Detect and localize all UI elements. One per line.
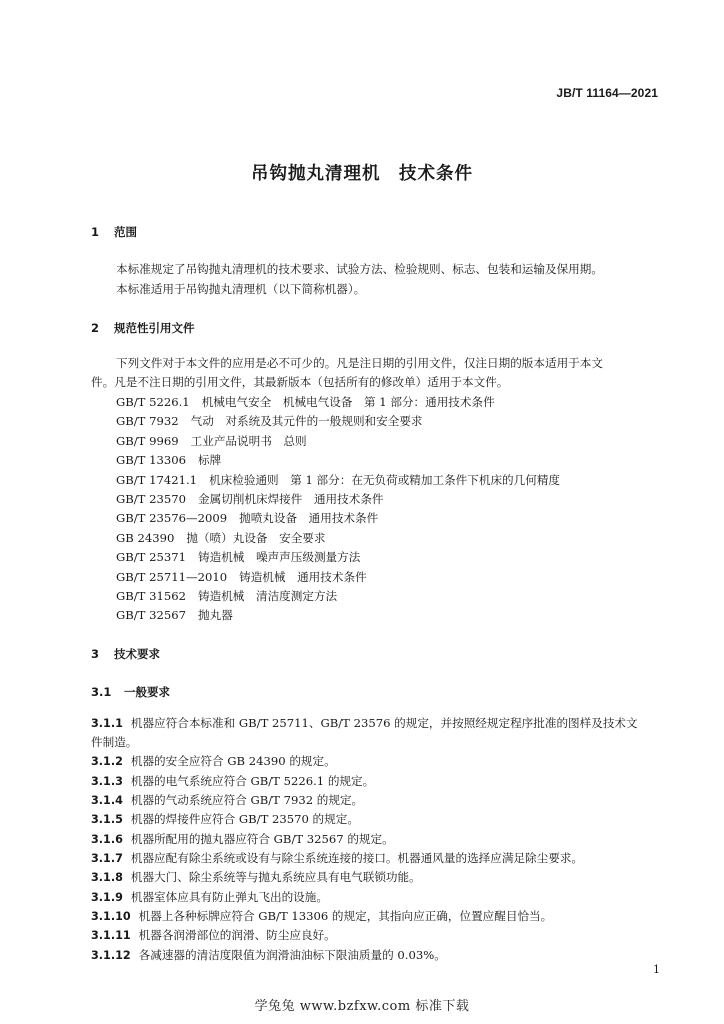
watermark-link[interactable]: 学兔兔 www.bzfxw.com 标准下载 bbox=[254, 999, 470, 1014]
reference-item bbox=[116, 395, 495, 409]
reference-code: GB/T 23570 bbox=[116, 492, 186, 506]
reference-title: 铸造机械 噪声声压级测量方法 bbox=[198, 550, 361, 564]
document-title: 吊钩抛丸清理机 技术条件 bbox=[251, 164, 473, 184]
section-number: 2 bbox=[91, 321, 100, 335]
reference-title: 标牌 bbox=[198, 453, 222, 467]
clause bbox=[91, 928, 336, 943]
reference-item bbox=[116, 589, 337, 603]
reference-item bbox=[116, 473, 560, 487]
section-title: 规范性引用文件 bbox=[114, 321, 195, 335]
reference-code: GB/T 25371 bbox=[116, 550, 186, 564]
clause-text: 机器大门、除尘系统等与抛丸系统应具有电气联锁功能。 bbox=[130, 870, 421, 884]
reference-item bbox=[116, 434, 307, 448]
reference-title: 机械电气安全 机械电气设备 第 1 部分：通用技术条件 bbox=[201, 395, 495, 409]
section-2-heading bbox=[91, 320, 195, 336]
clause-text: 机器应符合本标准和 GB/T 25711、GB/T 23576 的规定，并按照经规定程序批准的图样及技术文 bbox=[130, 716, 638, 730]
section-title: 范围 bbox=[114, 225, 137, 239]
clause bbox=[91, 716, 638, 731]
clause-text: 机器室体应具有防止弹丸飞出的设施。 bbox=[130, 890, 328, 904]
clause-text: 机器的电气系统应符合 GB/T 5226.1 的规定。 bbox=[130, 774, 375, 788]
clause-text: 机器的安全应符合 GB 24390 的规定。 bbox=[130, 754, 336, 768]
reference-item bbox=[116, 608, 233, 622]
section-3-heading bbox=[91, 646, 160, 662]
reference-title: 抛丸器 bbox=[198, 608, 233, 622]
paragraph: 本标准适用于吊钩抛丸清理机（以下简称机器）。 bbox=[116, 282, 366, 296]
clause-number: 3.1.4 bbox=[91, 794, 123, 807]
reference-title: 铸造机械 清洁度测定方法 bbox=[198, 589, 338, 603]
clause-text: 机器各润滑部位的润滑、防尘应良好。 bbox=[138, 928, 336, 942]
subsection-title: 一般要求 bbox=[124, 685, 170, 699]
clause bbox=[91, 754, 336, 769]
clause-number: 3.1.1 bbox=[91, 717, 123, 730]
reference-item bbox=[116, 453, 221, 467]
clause-number: 3.1.3 bbox=[91, 775, 123, 788]
reference-item bbox=[116, 511, 378, 525]
clause-text: 机器所配用的抛丸器应符合 GB/T 32567 的规定。 bbox=[130, 832, 394, 846]
reference-item bbox=[116, 550, 360, 564]
paragraph: 件。凡是不注日期的引用文件，其最新版本（包括所有的修改单）适用于本文件。 bbox=[91, 375, 509, 389]
clause-text: 各减速器的清洁度限值为润滑油油标下限油质量的 0.03%。 bbox=[138, 948, 446, 962]
clause bbox=[91, 793, 363, 808]
reference-title: 气动 对系统及其元件的一般规则和安全要求 bbox=[190, 414, 423, 428]
reference-title: 抛（喷）丸设备 安全要求 bbox=[186, 531, 326, 545]
clause-number: 3.1.9 bbox=[91, 891, 123, 904]
reference-item bbox=[116, 570, 367, 584]
clause bbox=[91, 909, 552, 924]
section-title: 技术要求 bbox=[114, 647, 160, 661]
reference-title: 抛喷丸设备 通用技术条件 bbox=[239, 511, 379, 525]
reference-code: GB/T 31562 bbox=[116, 589, 186, 603]
section-number: 1 bbox=[91, 225, 100, 239]
clause-number: 3.1.8 bbox=[91, 871, 123, 884]
paragraph: 本标准规定了吊钩抛丸清理机的技术要求、试验方法、检验规则、标志、包装和运输及保用期。 bbox=[116, 262, 603, 276]
clause bbox=[91, 870, 421, 885]
reference-code: GB/T 25711—2010 bbox=[116, 570, 228, 584]
paragraph: 下列文件对于本文件的应用是必不可少的。凡是注日期的引用文件，仅注日期的版本适用于本文 bbox=[116, 356, 603, 370]
clause-text: 机器的气动系统应符合 GB/T 7932 的规定。 bbox=[130, 793, 364, 807]
reference-item bbox=[116, 414, 423, 428]
section-1-heading bbox=[91, 224, 137, 240]
clause-number: 3.1.5 bbox=[91, 813, 123, 826]
page-number: 1 bbox=[653, 963, 660, 976]
clause-number: 3.1.12 bbox=[91, 949, 131, 962]
reference-code: GB/T 9969 bbox=[116, 434, 179, 448]
reference-title: 工业产品说明书 总则 bbox=[190, 434, 307, 448]
subsection-number: 3.1 bbox=[91, 685, 112, 699]
clause-number: 3.1.10 bbox=[91, 910, 131, 923]
clause bbox=[91, 774, 374, 789]
clause bbox=[91, 851, 583, 866]
reference-title: 铸造机械 通用技术条件 bbox=[239, 570, 367, 584]
reference-code: GB/T 32567 bbox=[116, 608, 186, 622]
section-number: 3 bbox=[91, 647, 100, 661]
clause bbox=[91, 948, 446, 963]
clause bbox=[91, 812, 359, 827]
clause-number: 3.1.2 bbox=[91, 755, 123, 768]
reference-code: GB/T 7932 bbox=[116, 414, 179, 428]
clause-continuation: 件制造。 bbox=[91, 735, 138, 749]
reference-title: 金属切削机床焊接件 通用技术条件 bbox=[198, 492, 384, 506]
clause-text: 机器上各种标牌应符合 GB/T 13306 的规定，其指向应正确，位置应醒目恰当。 bbox=[138, 909, 553, 923]
clause-number: 3.1.11 bbox=[91, 929, 131, 942]
reference-code: GB/T 13306 bbox=[116, 453, 186, 467]
reference-item bbox=[116, 492, 384, 506]
reference-item bbox=[116, 531, 326, 545]
clause-text: 机器的焊接件应符合 GB/T 23570 的规定。 bbox=[130, 812, 359, 826]
reference-code: GB/T 5226.1 bbox=[116, 395, 190, 409]
clause bbox=[91, 890, 328, 905]
reference-code: GB 24390 bbox=[116, 531, 175, 545]
clause-text: 机器应配有除尘系统或设有与除尘系统连接的接口。机器通风量的选择应满足除尘要求。 bbox=[130, 851, 584, 865]
reference-title: 机床检验通则 第 1 部分：在无负荷或精加工条件下机床的几何精度 bbox=[209, 473, 561, 487]
reference-code: GB/T 17421.1 bbox=[116, 473, 198, 487]
clause bbox=[91, 832, 394, 847]
standard-code: JB/T 11164—2021 bbox=[556, 86, 658, 100]
clause-number: 3.1.7 bbox=[91, 852, 123, 865]
clause-number: 3.1.6 bbox=[91, 833, 123, 846]
subsection-heading bbox=[91, 684, 170, 700]
reference-code: GB/T 23576—2009 bbox=[116, 511, 228, 525]
